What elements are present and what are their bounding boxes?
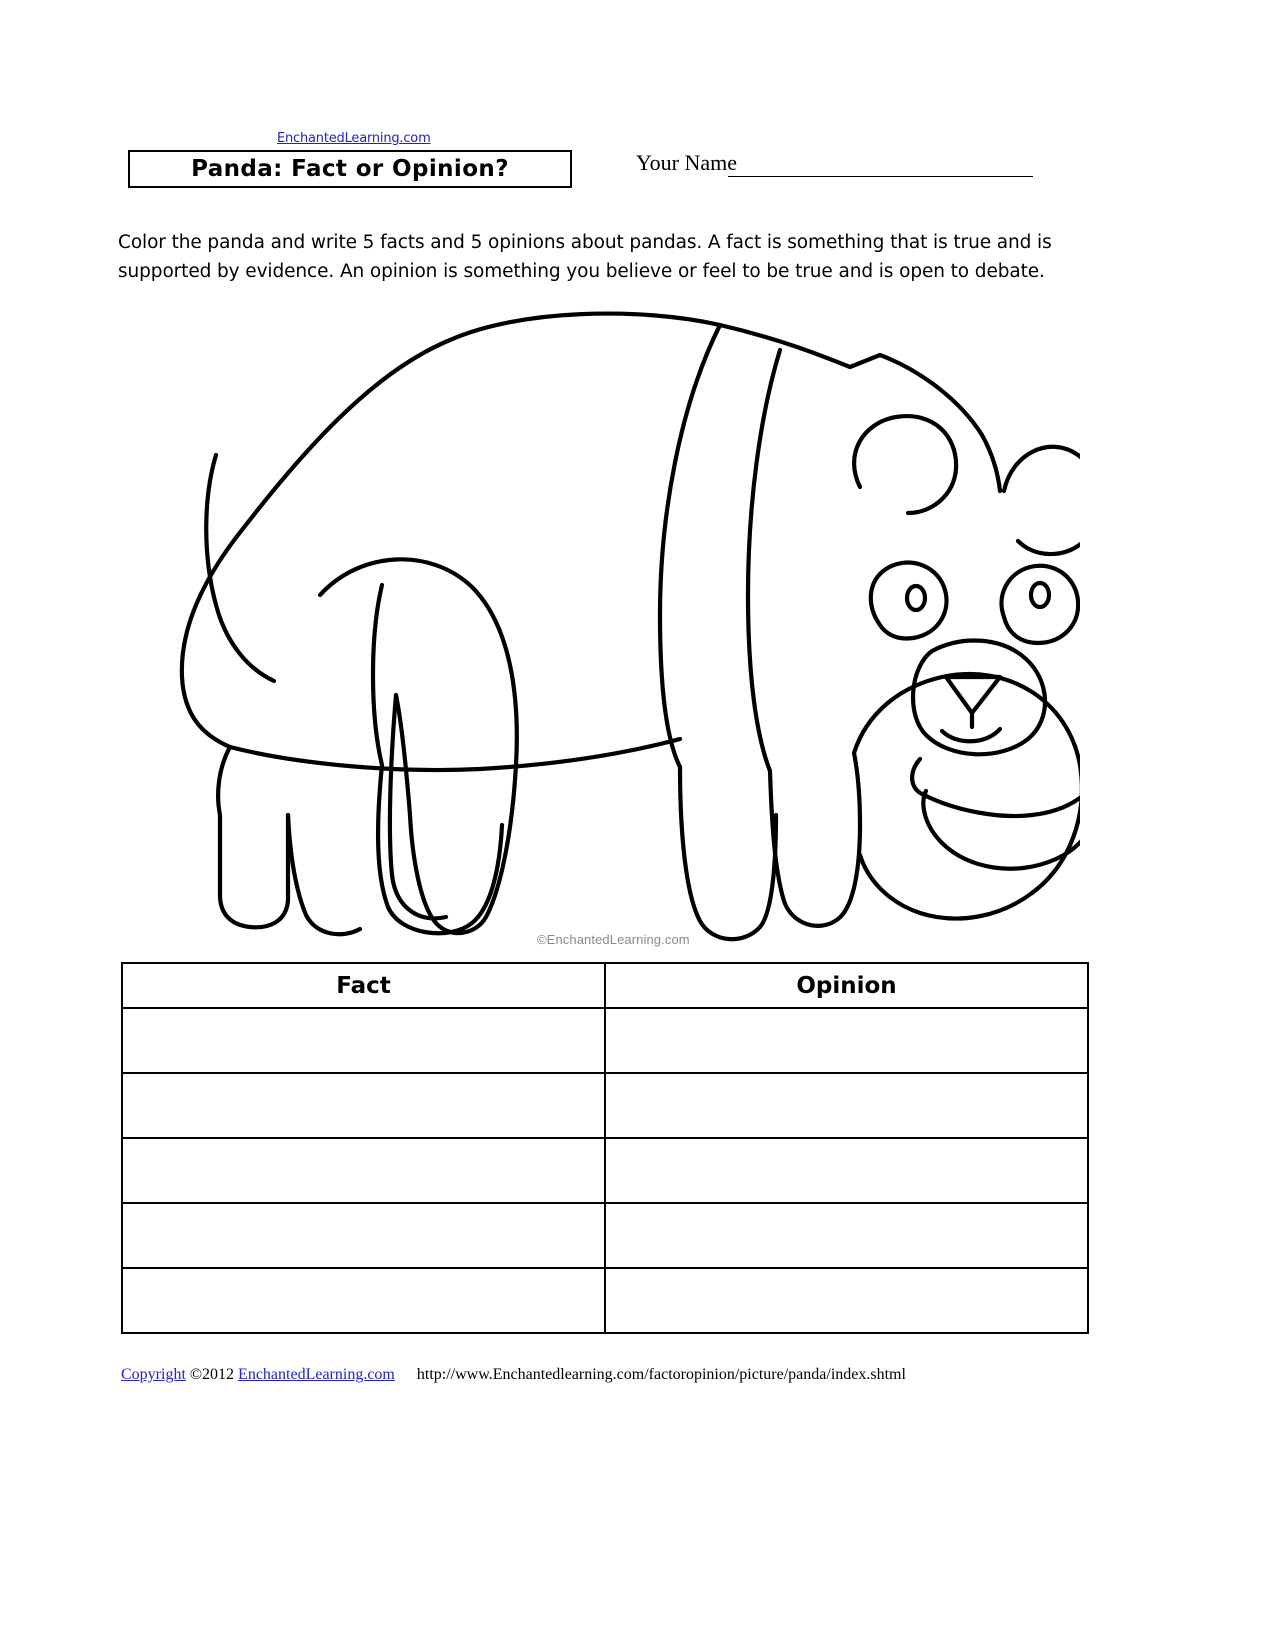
footer-site-link[interactable]: EnchantedLearning.com	[238, 1366, 395, 1383]
opinion-cell[interactable]	[605, 1268, 1088, 1333]
opinion-cell[interactable]	[605, 1203, 1088, 1268]
table-row	[122, 1203, 1088, 1268]
opinion-cell[interactable]	[605, 1138, 1088, 1203]
enchanted-learning-header-link[interactable]: EnchantedLearning.com	[277, 131, 431, 146]
fact-opinion-table	[121, 962, 1089, 1334]
page-title: Panda: Fact or Opinion?	[191, 156, 509, 182]
table-row	[122, 1073, 1088, 1138]
footer-url: http://www.Enchantedlearning.com/factoropinion/picture/panda/index.shtml	[416, 1366, 906, 1383]
instructions-text: Color the panda and write 5 facts and 5 opinions about pandas. A fact is something that is true and is supported by evidence. An opinion is something you believe or feel to be true and is open to debate.	[118, 232, 1052, 282]
opinion-cell[interactable]	[605, 1008, 1088, 1073]
column-header-fact: Fact	[122, 963, 605, 1008]
table-row	[122, 1268, 1088, 1333]
name-field-line[interactable]	[728, 176, 1033, 177]
fact-cell[interactable]	[122, 1073, 605, 1138]
table-row	[122, 1008, 1088, 1073]
image-watermark: ©EnchantedLearning.com	[537, 932, 690, 947]
fact-cell[interactable]	[122, 1203, 605, 1268]
table-row	[122, 1138, 1088, 1203]
column-header-opinion: Opinion	[605, 963, 1088, 1008]
opinion-cell[interactable]	[605, 1073, 1088, 1138]
copyright-year: ©2012	[189, 1366, 235, 1383]
copyright-link[interactable]: Copyright	[121, 1366, 186, 1383]
fact-cell[interactable]	[122, 1138, 605, 1203]
fact-cell[interactable]	[122, 1008, 605, 1073]
name-field-label: Your Name	[636, 150, 738, 175]
panda-illustration	[120, 295, 1080, 955]
fact-cell[interactable]	[122, 1268, 605, 1333]
table-header-row	[122, 963, 1088, 1008]
worksheet-title-box	[128, 150, 572, 188]
footer	[121, 1366, 906, 1384]
